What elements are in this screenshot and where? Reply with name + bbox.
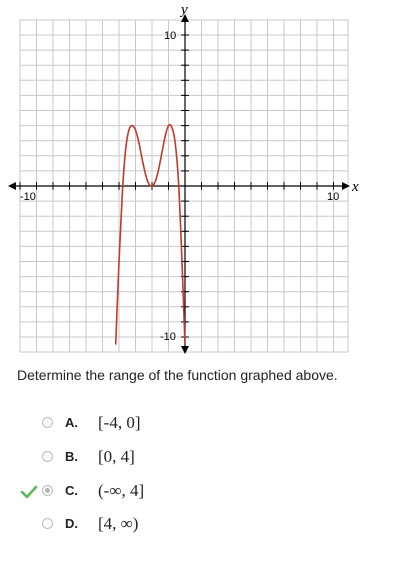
option-a-letter: A. [65,415,78,430]
option-b[interactable] [0,447,397,475]
y-min-tick-label: -10 [160,331,176,343]
option-a-radio[interactable] [42,417,53,428]
x-axis-arrow-right [342,182,350,190]
option-d[interactable] [0,514,397,542]
y-axis-arrow-down [181,346,189,354]
y-max-tick-label: 10 [164,30,177,42]
x-axis-label: x [352,179,359,195]
check-icon [20,483,38,501]
y-axis-label: y [181,2,188,18]
option-c-radio[interactable] [42,485,53,496]
function-curve [116,125,185,345]
option-d-text: [4, ∞) [98,514,139,533]
option-b-text: [0, 4] [98,447,135,466]
option-d-letter: D. [65,516,78,531]
option-a-text: [-4, 0] [98,413,141,432]
option-c-letter: C. [65,483,78,498]
option-c-text: (-∞, 4] [98,481,145,500]
x-axis-arrow-left [8,182,16,190]
question-text: Determine the range of the function graphed above. [17,367,338,383]
option-a[interactable] [0,413,397,441]
x-min-tick-label: -10 [20,191,36,203]
option-b-letter: B. [65,449,78,464]
option-c[interactable] [0,481,397,509]
option-b-radio[interactable] [42,451,53,462]
option-d-radio[interactable] [42,518,53,529]
x-max-tick-label: 10 [327,191,340,203]
